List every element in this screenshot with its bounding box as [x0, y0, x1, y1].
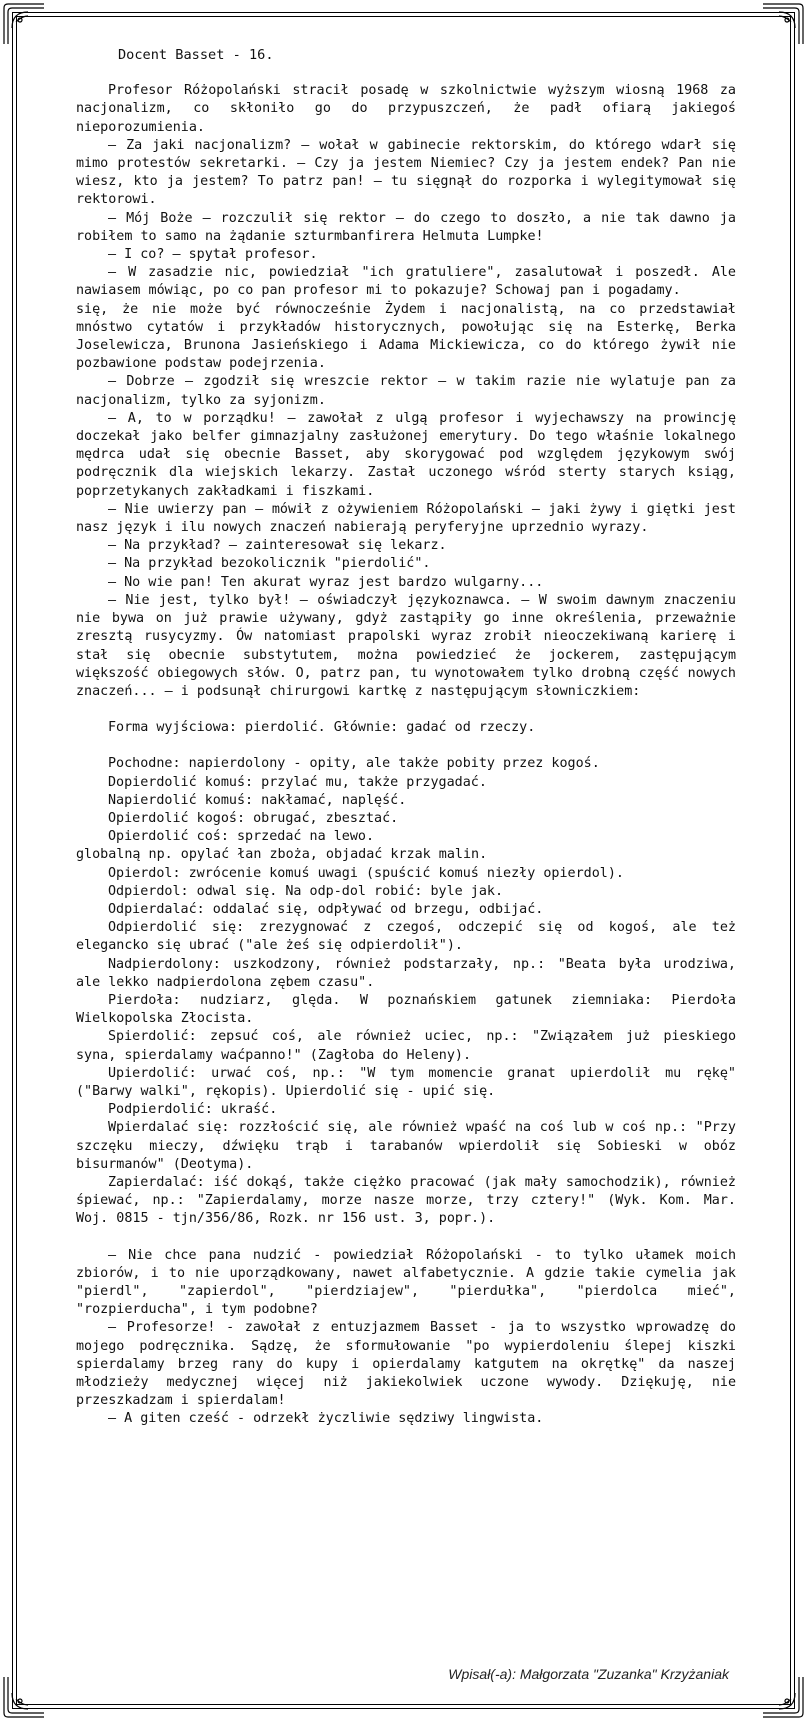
dictionary-entry: Opierdolić coś: sprzedać na lewo. [108, 829, 375, 845]
document-body [76, 46, 736, 1429]
dictionary-entry: Zapierdalać: iść dokąś, także ciężko pracować (jak mały samochodzik), również śpiewać, np.: "Zapierdalamy, morze nasze morze, trzy cztery!" (Wyk. Kom. Mar. Woj. 0815 - tjn/356/86, Rozk. nr 156 ust. 3, popr.). [76, 1174, 736, 1227]
dictionary-entry: Upierdolić: urwać coś, np.: "W tym momencie granat upierdolił mu rękę" ("Barwy walki", rękopis). Upierdolić się - upić się. [76, 1065, 736, 1099]
paragraph: – Profesorze! - zawołał z entuzjazmem Basset - ja to wszystko wprowadzę do mojego podręcznika. Sądzę, że sformułowanie "po wypierdoleniu ślepej kiszki spierdalamy brzeg rany do kupy i opierdalamy katgutem na okrętkę" da naszej młodzieży medycznej więcej niż jakiekolwiek uczone wywody. Dziękuję, nie przeszkadzam i spierdalam! [76, 1320, 736, 1409]
dictionary-entry: Odpierdolić się: zrezygnować z czegoś, odczepić się od kogoś, ale też elegancko się ubrać ("ale żeś się odpierdolił"). [76, 920, 736, 954]
dictionary-entry: Pierdoła: nudziarz, ględa. W poznańskiem gatunek ziemniaka: Pierdoła Wielkopolska Złocista. [76, 992, 736, 1027]
paragraph: – A, to w porządku! – zawołał z ulgą profesor i wyjechawszy na prowincję doczekał jako belfer gimnazjalny zasłużonej emerytury. Do tego właśnie lokalnego mędrca udał się obecnie Basset, aby skorygować pod względem językowym swój podręcznik dla wiejskich lekarzy. Zastał uczonego wśród sterty starych ksiąg, poprzetykanych zakładkami i fiszkami. [76, 410, 736, 499]
dictionary-entry: Podpierdolić: ukraść. [108, 1102, 278, 1118]
dictionary-entry: Dopierdolić komuś: przylać mu, także przygadać. [108, 774, 487, 790]
ornament-corner-icon [2, 1675, 46, 1719]
dictionary-entry: Pochodne: napierdolony - opity, ale także pobity przez kogoś. [108, 756, 600, 772]
ornament-corner-icon [761, 1675, 805, 1719]
paragraph: – A giten cześć - odrzekł życzliwie sędziwy lingwista. [108, 1411, 544, 1427]
dictionary-entry: Opierdolić kogoś: obrugać, zbesztać. [108, 810, 399, 826]
paragraph: – Na przykład bezokolicznik "pierdolić". [108, 556, 431, 572]
paragraph: – Za jaki nacjonalizm? – wołał w gabinecie rektorskim, do którego wdarł się mimo protestów sekretarki. – Czy ja jestem Niemiec? Czy ja jestem endek? Pan nie wiesz, kto ja jestem? To patrz pan! – tu sięgnął do rozporka i wylegitymował się rektorowi. [76, 137, 736, 208]
dictionary-entry: Wpierdalać się: rozzłościć się, ale również wpaść na coś lub w coś np.: "Przy szczęku mieczy, dźwięku trąb i tarabanów wpierdolił się Sobieski w obóz bisurmanów" (Deotyma). [76, 1120, 736, 1172]
dictionary-entry: Odpierdalać: oddalać się, odpływać od brzegu, odbijać. [108, 901, 544, 917]
paragraph: Profesor Różopolański stracił posadę w szkolnictwie wyższym wiosną 1968 za nacjonalizm, co skłoniło go do przypuszczeń, że padł ofiarą jakiegoś nieporozumienia. [76, 83, 736, 135]
signature: Wpisał(-a): Małgorzata "Zuzanka" Krzyżaniak [448, 1666, 729, 1682]
ornament-corner-icon [2, 2, 46, 46]
paragraph: – Na przykład? – zainteresował się lekarz. [108, 538, 447, 554]
dictionary-entry: Napierdolić komuś: nakłamać, naplęść. [108, 792, 407, 808]
paragraph: – W zasadzie nic, powiedział "ich gratuliere", zasalutował i poszedł. Ale nawiasem mówiąc, po co pan profesor mi to pokazuje? Schowaj pan i pogadamy. [76, 265, 736, 299]
paragraph: się, że nie może być równocześnie Żydem i nacjonalistą, na co przedstawiał mnóstwo cytatów i przykładów historycznych, powołując się na Esterkę, Berka Joselewicza, Brunona Jasieńskiego i Adama Mickiewicza, co do którego żywił nie pozbawione podstaw podejrzenia. [76, 301, 736, 372]
paragraph: – Nie uwierzy pan – mówił z ożywieniem Różopolański – jaki żywy i giętki jest nasz język i ilu nowych znaczeń nabierają peryferyjne uprzednio wyrazy. [76, 501, 736, 536]
paragraph: – I co? – spytał profesor. [108, 247, 318, 263]
dictionary-entry: globalną np. opylać łan zboża, objadać krzak malin. [76, 847, 488, 863]
dictionary-entry: Nadpierdolony: uszkodzony, również podstarzały, np.: "Beata była urodziwa, ale lekko nadpierdolona zębem czasu". [76, 956, 736, 990]
paragraph: – Nie chce pana nudzić - powiedział Różopolański - to tylko ułamek moich zbiorów, i to nie uporządkowany, nawet alfabetycznie. A gdzie takie cymelia jak "pierdl", "zapierdol", "pierdziajew", "pierdułka", "pierdolca mieć", "rozpierducha", i tym podobne? [76, 1247, 736, 1318]
dictionary-entry: Opierdol: zwrócenie komuś uwagi (spuścić komuś niezły opierdol). [108, 865, 624, 881]
paragraph: – No wie pan! Ten akurat wyraz jest bardzo wulgarny... [108, 574, 544, 590]
base-form-entry: Forma wyjściowa: pierdolić. Głównie: gadać od rzeczy. [108, 720, 536, 736]
ornament-corner-icon [761, 2, 805, 46]
dictionary-entry: Spierdolić: zepsuć coś, ale również uciec, np.: "Związałem już pieskiego syna, spierdalamy waćpanno!" (Zagłoba do Heleny). [76, 1029, 736, 1063]
dictionary-entry: Odpierdol: odwal się. Na odp-dol robić: byle jak. [108, 883, 504, 899]
paragraph: – Nie jest, tylko był! – oświadczył językoznawca. – W swoim dawnym znaczeniu nie bywa on już prawie używany, gdyż zastąpiły go inne określenia, przeważnie zresztą rusycyzmy. Ów natomiast prapolski wyraz zrobił nieoczekiwaną karierę i stał się obecnie substytutem, można powiedzieć że jockerem, zastępującym większość obiegowych słów. O, patrz pan, tu wynotowałem tylko drobną część nowych znaczeń... – i podsunął chirurgowi kartkę z następującym słowniczkiem: [76, 592, 736, 699]
paragraph: – Mój Boże – rozczulił się rektor – do czego to doszło, a nie tak dawno ja robiłem to samo na żądanie szturmbanfirera Helmuta Lumpke! [76, 210, 736, 244]
page-title: Docent Basset - 16. [118, 47, 274, 63]
paragraph: – Dobrze – zgodził się wreszcie rektor – w takim razie nie wylatuje pan za nacjonalizm, tylko za syjonizm. [76, 374, 736, 408]
